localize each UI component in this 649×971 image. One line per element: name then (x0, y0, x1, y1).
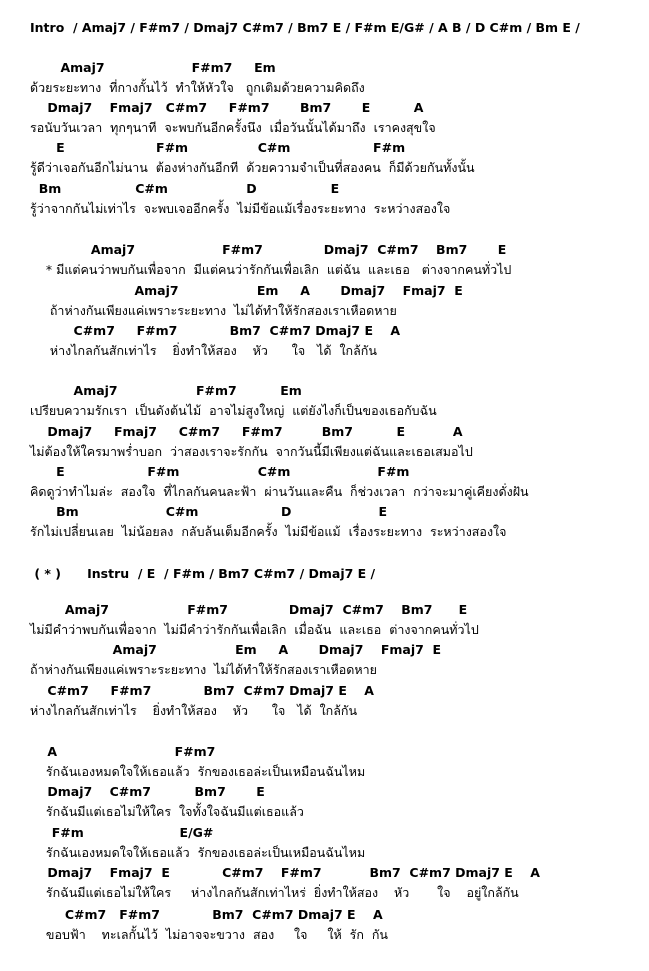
chord-line: A F#m7 (30, 744, 216, 759)
lyric-line: รักฉันมีแต่เธอไม่ให้ใคร ใจทั้งใจฉันมีแต่เธอแล้ว (30, 804, 304, 819)
lyric-line: รักฉันเองหมดใจให้เธอแล้ว รักของเธอล่ะเป็นเหมือนฉันไหม (30, 764, 366, 779)
section-line: Intro / Amaj7 / F#m7 / Dmaj7 C#m7 / Bm7 E / F#m E/G# / A B / D C#m / Bm E / (30, 20, 580, 35)
lyric-line: รักฉันเองหมดใจให้เธอแล้ว รักของเธอล่ะเป็นเหมือนฉันไหม (30, 845, 366, 860)
chord-line: Amaj7 F#m7 Em (30, 60, 276, 75)
lyric-line: ไม่ต้องให้ใครมาพร่ำบอก ว่าสองเราจะรักกัน จากวันนี้มีเพียงแต่ฉันและเธอเสมอไป (30, 444, 473, 459)
lyric-line: ถ้าห่างกันเพียงแค่เพราะระยะทาง ไม่ได้ทำให้รักสองเราเหือดหาย (30, 662, 377, 677)
chord-line: C#m7 F#m7 Bm7 C#m7 Dmaj7 E A (30, 323, 401, 338)
chord-line: E F#m C#m F#m (30, 464, 410, 479)
chord-line: Amaj7 F#m7 Dmaj7 C#m7 Bm7 E (30, 242, 507, 257)
lyric-line: ห่างไกลกันสักเท่าไร ยิ่งทำให้สอง หัว ใจ ได้ ใกล้กัน (30, 703, 358, 718)
lyric-line: รักไม่เปลี่ยนเลย ไม่น้อยลง กลับล้นเต็มอีกครั้ง ไม่มีข้อแม้ เรื่องระยะทาง ระหว่างสองใจ (30, 524, 507, 539)
lyric-line: ห่างไกลกันสักเท่าไร ยิ่งทำให้สอง หัว ใจ ได้ ใกล้กัน (30, 343, 377, 358)
lyric-line: * มีแต่คนว่าพบกันเพื่อจาก มีแต่คนว่ารักกันเพื่อเลิก แต่ฉัน และเธอ ต่างจากคนทั่วไป (30, 262, 512, 277)
chord-line: C#m7 F#m7 Bm7 C#m7 Dmaj7 E A (30, 683, 374, 698)
chord-line: E F#m C#m F#m (30, 140, 406, 155)
chord-line: F#m E/G# (30, 825, 214, 840)
chord-line: Dmaj7 Fmaj7 C#m7 F#m7 Bm7 E A (30, 424, 463, 439)
lyric-line: รอนับวันเวลา ทุกๆนาที จะพบกันอีกครั้งนึง เมื่อวันนั้นได้มาถึง เราคงสุขใจ (30, 120, 436, 135)
chord-line: Amaj7 F#m7 Em (30, 383, 302, 398)
lyric-line: เปรียบความรักเรา เป็นดังต้นไม้ อาจไม่สูงใหญ่ แต่ยังไงก็เป็นของเธอกับฉัน (30, 403, 437, 418)
chord-line: Amaj7 Em A Dmaj7 Fmaj7 E (30, 642, 442, 657)
lyric-line: รักฉันมีแต่เธอไม่ให้ใคร ห่างไกลกันสักเท่าไหร่ ยิ่งทำให้สอง หัว ใจ อยู่ใกล้กัน (30, 885, 519, 900)
lyric-line: รู้ว่าจากกันไม่เท่าไร จะพบเจออีกครั้ง ไม่มีข้อแม้เรื่องระยะทาง ระหว่างสองใจ (30, 201, 451, 216)
chord-line: Dmaj7 Fmaj7 E C#m7 F#m7 Bm7 C#m7 Dmaj7 E A (30, 865, 540, 880)
chord-line: Bm C#m D E (30, 504, 388, 519)
chord-line: C#m7 F#m7 Bm7 C#m7 Dmaj7 E A (30, 907, 383, 922)
lyric-line: ถ้าห่างกันเพียงแค่เพราะระยะทาง ไม่ได้ทำให้รักสองเราเหือดหาย (30, 303, 397, 318)
lyric-line: ขอบฟ้า ทะเลกั้นไว้ ไม่อาจจะขวาง สอง ใจ ให้ รัก กัน (30, 927, 388, 942)
chord-line: Bm C#m D E (30, 181, 340, 196)
lyric-line: รู้ดีว่าเจอกันอีกไม่นาน ต้องห่างกันอีกที ด้วยความจำเป็นที่สองคน ก็มีด้วยกันทั้งนั้น (30, 160, 475, 175)
lyric-line: คิดดูว่าทำไมล่ะ สองใจ ที่ไกลกันคนละฟ้า ผ่านวันและคืน ก็ช่วงเวลา กว่าจะมาคู่เคียงดั่งฝัน (30, 484, 529, 499)
chord-line: Amaj7 Em A Dmaj7 Fmaj7 E (30, 283, 463, 298)
lyric-line: ด้วยระยะทาง ที่กางกั้นไว้ ทำให้หัวใจ ถูกเติมด้วยความคิดถึง (30, 80, 365, 95)
chord-line: Amaj7 F#m7 Dmaj7 C#m7 Bm7 E (30, 602, 468, 617)
section-line: ( * ) Instru / E / F#m / Bm7 C#m7 / Dmaj7 E / (30, 566, 376, 581)
chord-line: Dmaj7 C#m7 Bm7 E (30, 784, 265, 799)
lyric-line: ไม่มีคำว่าพบกันเพื่อจาก ไม่มีคำว่ารักกันเพื่อเลิก เมื่อฉัน และเธอ ต่างจากคนทั่วไป (30, 622, 479, 637)
chord-line: Dmaj7 Fmaj7 C#m7 F#m7 Bm7 E A (30, 100, 424, 115)
